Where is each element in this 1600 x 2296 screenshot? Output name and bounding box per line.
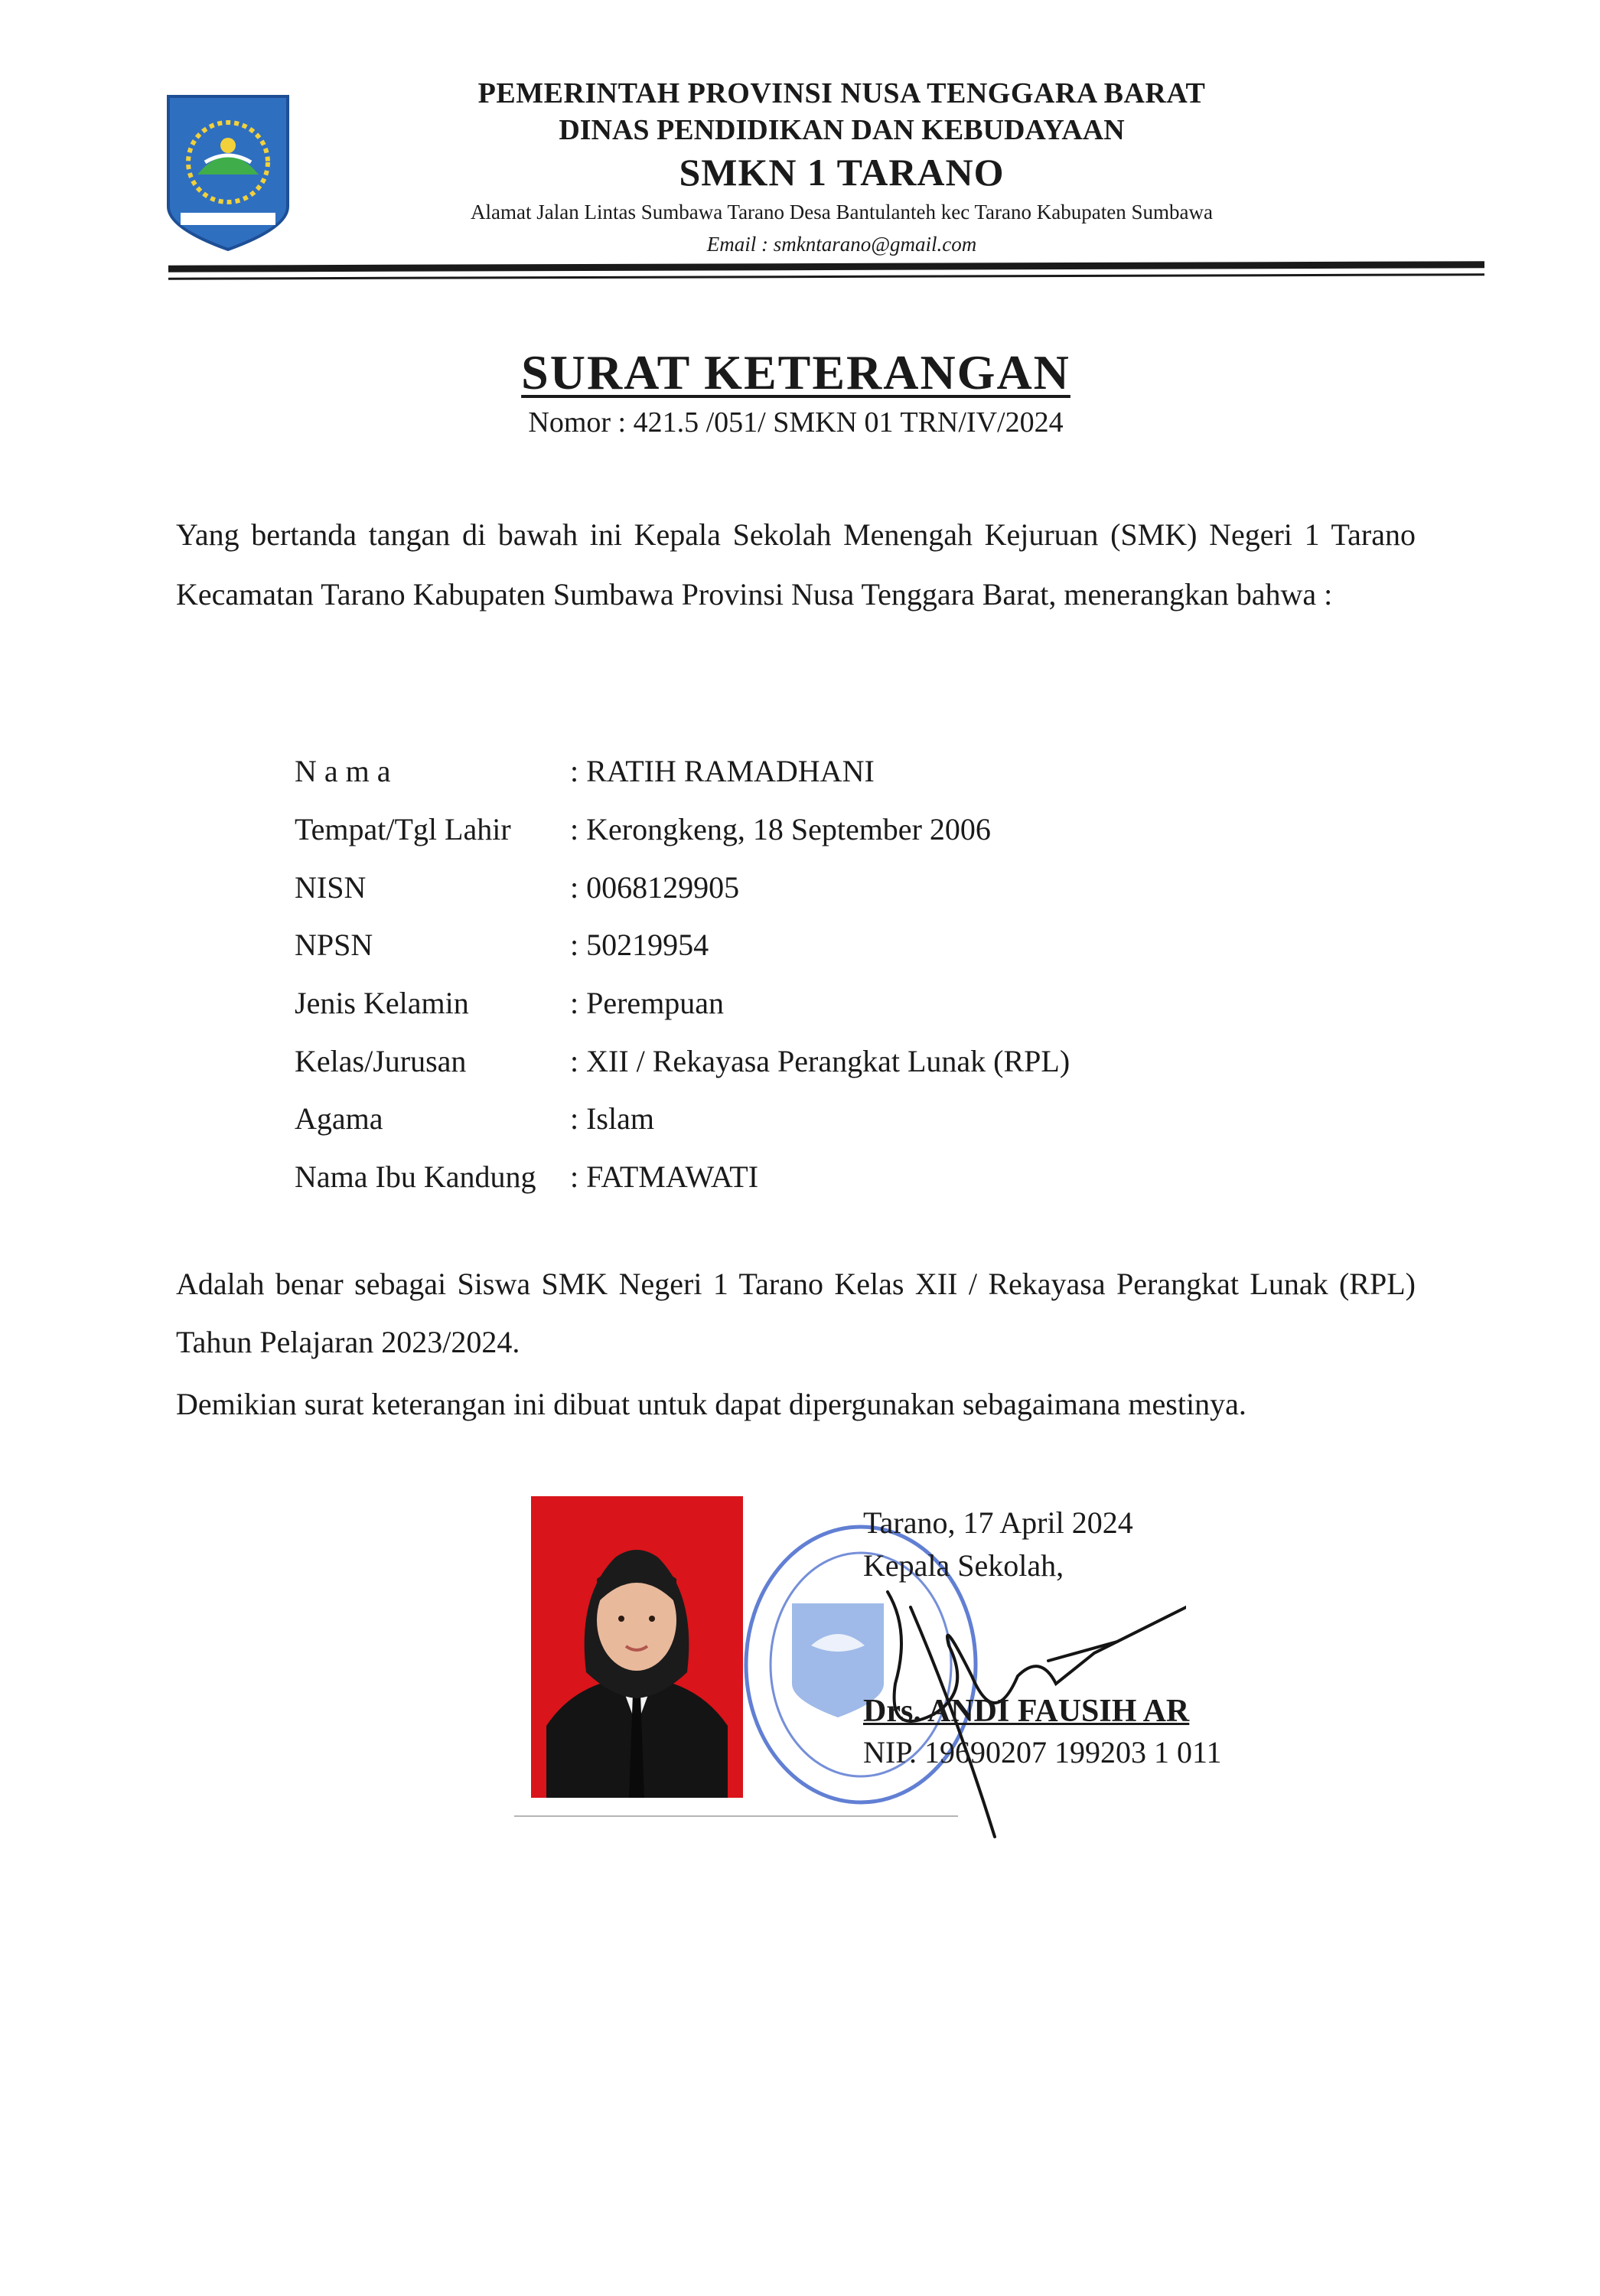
letterhead-school-name: SMKN 1 TARANO [679, 151, 1005, 194]
field-row-name [295, 742, 1070, 801]
field-row-nisn [295, 858, 1070, 916]
letterhead-email: Email : smkntarano@gmail.com [706, 233, 977, 256]
field-row-religion [295, 1090, 1070, 1148]
field-value: : RATIH RAMADHANI [570, 754, 875, 789]
field-label: Kelas/Jurusan [295, 1043, 467, 1078]
field-value: : Perempuan [570, 986, 725, 1021]
statement-paragraph: Adalah benar sebagai Siswa SMK Negeri 1 Tarano Kelas XII / Rekayasa Perangkat Lunak (RPL) Tahun Pelajaran 2023/2024. [176, 1267, 1416, 1359]
letterhead-rule-thick [168, 261, 1484, 272]
field-row-npsn [295, 916, 1070, 974]
field-label: Agama [295, 1101, 383, 1137]
document-number: Nomor : 421.5 /051/ SMKN 01 TRN/IV/2024 [528, 406, 1064, 439]
student-details [295, 742, 1070, 1206]
field-value: : 50219954 [570, 928, 709, 963]
signature-place-date: Tarano, 17 April 2024 [863, 1505, 1133, 1540]
field-value: : XII / Rekayasa Perangkat Lunak (RPL) [570, 1043, 1070, 1078]
field-label: Tempat/Tgl Lahir [295, 812, 511, 847]
field-row-class [295, 1032, 1070, 1090]
field-value: : Islam [570, 1101, 654, 1137]
field-row-birth [295, 801, 1070, 859]
document-title: SURAT KETERANGAN [521, 345, 1070, 400]
letterhead-address: Alamat Jalan Lintas Sumbawa Tarano Desa Bantulanteh kec Tarano Kabupaten Sumbawa [471, 201, 1213, 223]
signature-role: Kepala Sekolah, [863, 1548, 1064, 1583]
field-row-mother-name [295, 1148, 1070, 1206]
letterhead-department: DINAS PENDIDIKAN DAN KEBUDAYAAN [559, 114, 1125, 146]
field-label: Jenis Kelamin [295, 986, 469, 1021]
field-label: Nama Ibu Kandung [295, 1159, 536, 1195]
letterhead-rule-thin [168, 273, 1484, 279]
closing-paragraph: Demikian surat keterangan ini dibuat untuk dapat dipergunakan sebagaimana mestinya. [176, 1387, 1246, 1421]
field-value: : 0068129905 [570, 869, 740, 905]
ntb-province-emblem-icon [164, 92, 292, 254]
signatory-name: Drs. ANDI FAUSIH AR [863, 1694, 1190, 1729]
letterhead-government: PEMERINTAH PROVINSI NUSA TENGGARA BARAT [477, 77, 1206, 109]
field-value: : Kerongkeng, 18 September 2006 [570, 812, 991, 847]
signatory-nip: NIP. 19690207 199203 1 011 [863, 1735, 1222, 1769]
field-value: : FATMAWATI [570, 1159, 759, 1195]
student-photo [531, 1496, 743, 1798]
intro-paragraph: Yang bertanda tangan di bawah ini Kepala Sekolah Menengah Kejuruan (SMK) Negeri 1 Tarano Kecamatan Tarano Kabupaten Sumbawa Provinsi Nusa Tenggara Barat, menerangkan bahwa : [176, 517, 1416, 612]
field-label: NPSN [295, 928, 373, 963]
field-row-gender [295, 974, 1070, 1032]
field-label: NISN [295, 869, 367, 905]
field-label: N a m a [295, 754, 391, 789]
